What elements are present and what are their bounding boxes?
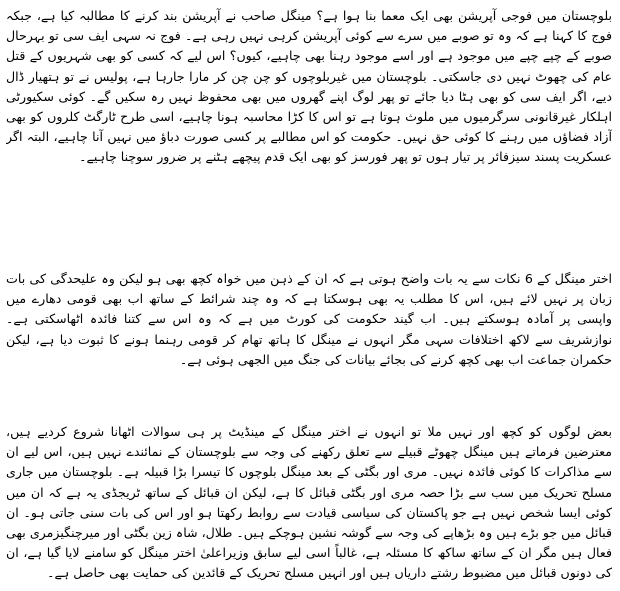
paragraph-mengal-mandate: بعض لوگوں کو کچھ اور نہیں ملا تو انہوں نے اختر مینگل کے مینڈیٹ پر ہی سوالات اٹھانا شروع کردیے ہیں، معترضین فرماتے ہیں مینگل چھوٹے قبیلے سے تعلق رکھنے کی وجہ سے بلوچستان کے نمائندے نہیں ہیں، اس لیے ان سے مذاکرات کا کوئی فائدہ نہیں۔ مری اور بگٹی کے بعد مینگل بلوچوں کا تیسرا بڑا قبیلہ ہے۔ بلوچستان میں جاری مسلح تحریک میں سب سے بڑا حصہ مری اور بگٹی قبائل کا ہے، لیکن ان قبائل کے ساتھ ٹریجڈی یہ ہے کہ ان میں کوئی ایسا شخص نہیں ہے جو پاکستان کی سیاسی قیادت سے روابط رکھتا ہو اور اس کی بات سنی جاتی ہو۔ ان قبائل میں جو بڑے ہیں وہ بڑھاپے کی وجہ سے گوشہ نشین ہوچکے ہیں۔ طلال، شاہ زین بگٹی اور میرچنگیزمری بھی فعال ہیں مگر ان کے ساتھ ساکھ کا مسئلہ ہے، غالباً اسی لیے سابق وزیراعلیٰ اختر مینگل کو سامنے لایا گیا ہے، ان کی دونوں قبائل میں مضبوط رشتے داریاں ہیں اور انہیں مسلح تحریک کے قائدین کی حمایت بھی حاصل ہے۔ — [6, 424, 612, 581]
paragraph-mengal-six-points: اختر مینگل کے 6 نکات سے یہ بات واضح ہوتی ہے کہ ان کے ذہن میں خواہ کچھ بھی ہو لیکن وہ علیحدگی کی بات زبان پر نہیں لائے ہیں، اس کا مطلب یہ بھی ہوسکتا ہے کہ وہ چند شرائط کے ساتھ اب بھی قومی دھارے میں واپسی پر آمادہ ہوسکتے ہیں۔ اب گیند حکومت کی کورٹ میں ہے کہ وہ اس سے کتنا فائدہ اٹھاسکتی ہے۔ نوازشریف سے لاکھ اختلافات سہی مگر انہوں نے مینگل کا ہاتھ تھام کر قومی رہنما ہونے کا ثبوت دیا ہے، لیکن حکمران جماعت اب بھی کچھ کرنے کی بجائے بیانات کی جنگ میں الجھی ہوئی ہے۔ — [6, 271, 612, 367]
paragraph-military-operation: بلوچستان میں فوجی آپریشن بھی ایک معما بنا ہوا ہے؟ مینگل صاحب نے آپریشن بند کرنے کا مطالبہ کیا ہے، جبکہ فوج کا کہنا ہے کہ وہ تو صوبے میں سرے سے کوئی آپریشن کرہی نہیں رہی ہے۔ فوج نہ سہی ایف سی تو بہرحال صوبے کے چپے چپے میں موجود ہے اور اسے موجود رہنا بھی چاہیے، کیوں؟ اس لیے کہ کسی کو بھی شہریوں کے قتل عام کی چھوٹ نہیں دی جاسکتی۔ بلوچستان میں غیربلوچوں کو چن چن کر مارا جارہا ہے، پولیس نے تو ہتھیار ڈال دیے، اگر ایف سی کو بھی ہٹا دیا جائے تو پھر لوگ اپنے گھروں میں بھی محفوظ نہیں رہ سکیں گے۔ کوئی سکیورٹی اہلکار غیرقانونی سرگرمیوں میں ملوث ہوتا ہے تو اس کا کڑا محاسبہ ہونا چاہیے، اسی طرح ٹارگٹ کلروں کو بھی آزاد فضاؤں میں رہنے کا کوئی حق نہیں۔ حکومت کو اس مطالبے پر کسی صورت دباؤ میں نہیں آنا چاہیے، البتہ اگر عسکریت پسند سیزفائر پر تیار ہوں تو پھر فورسز کو بھی ایک قدم پیچھے ہٹنے پر ضرور سوچنا چاہیے۔ — [6, 8, 612, 165]
article-body — [6, 6, 612, 586]
